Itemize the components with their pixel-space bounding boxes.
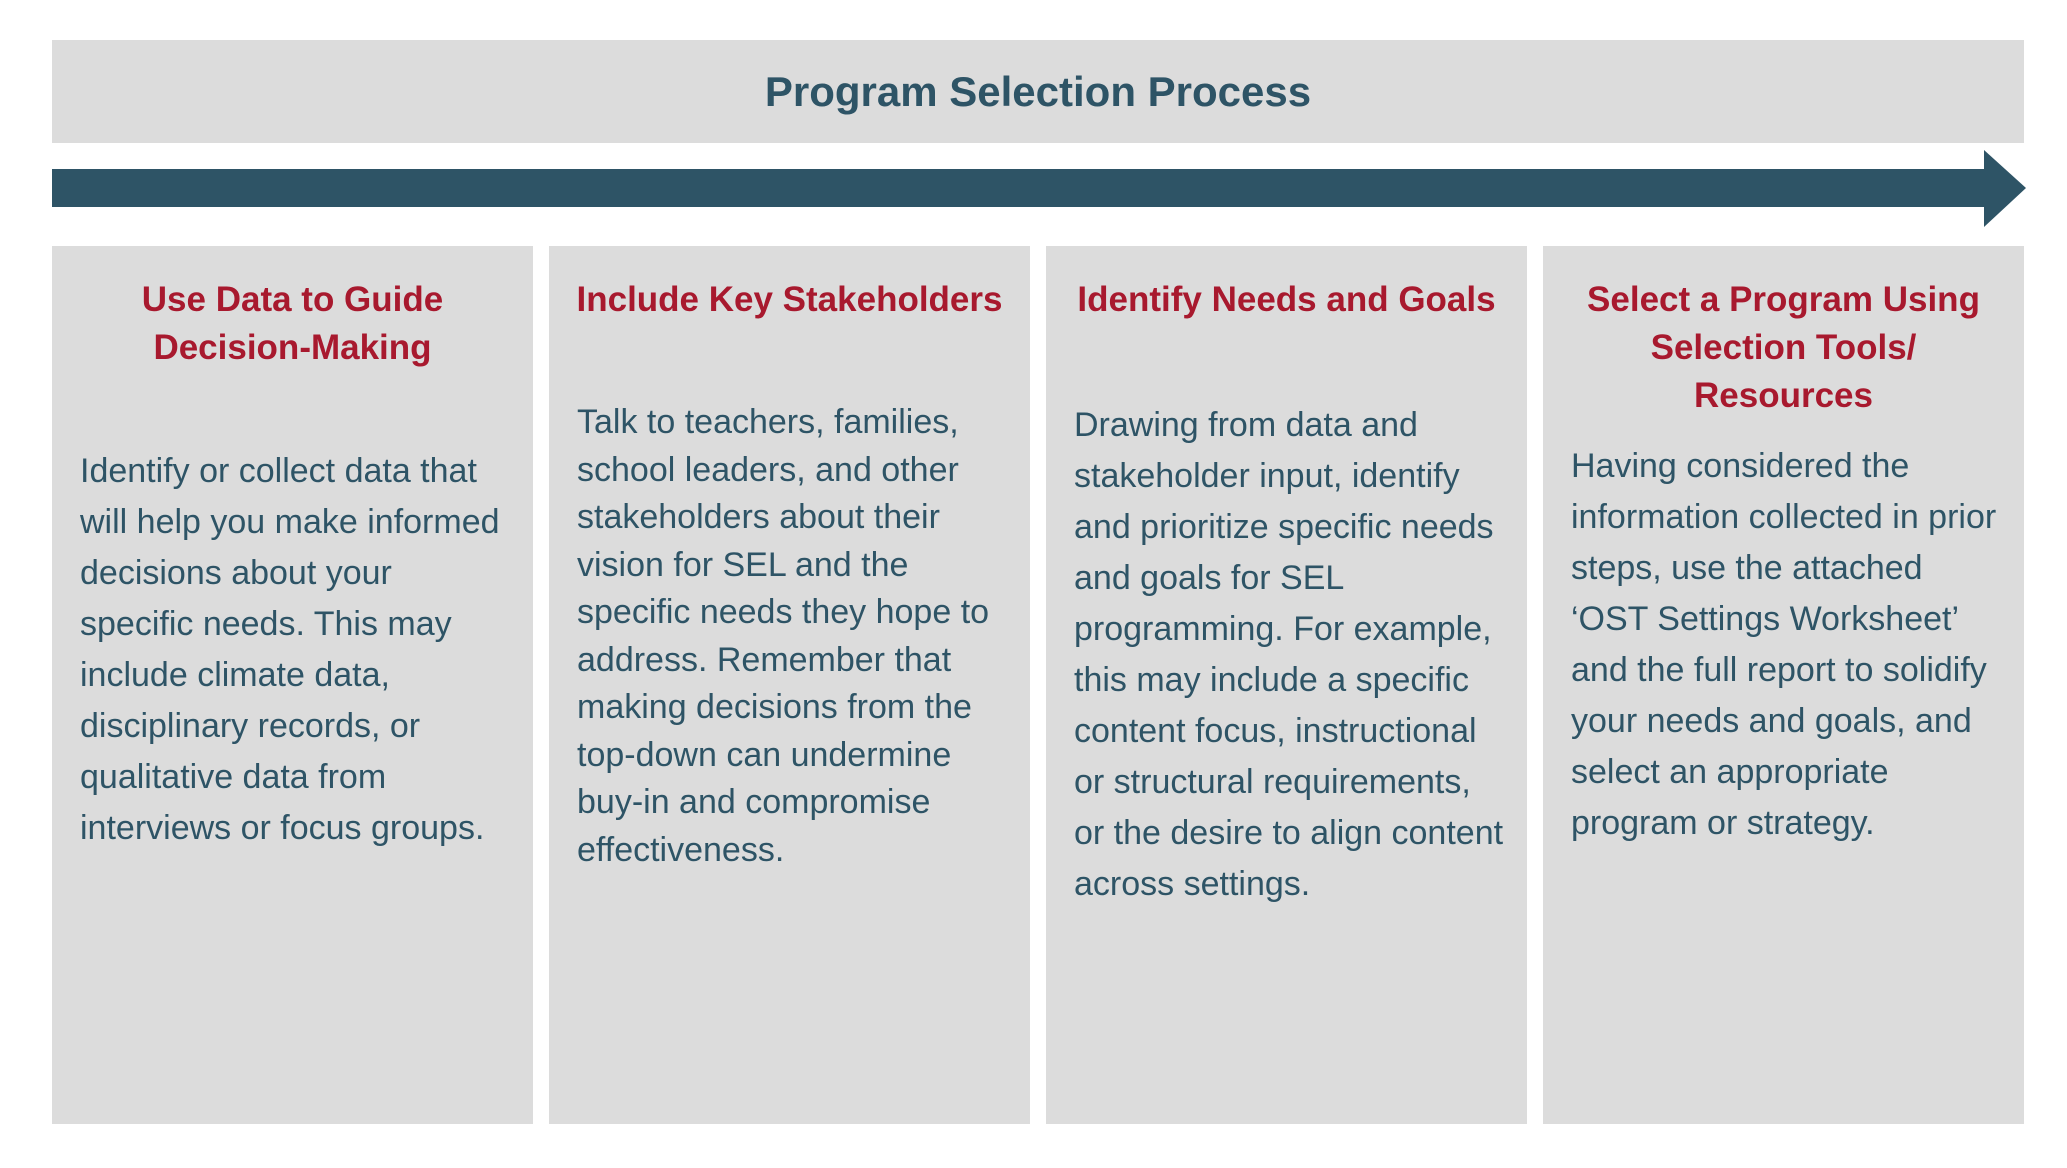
- step-description: Having considered the information collected in prior steps, use the attached ‘OST Settings Worksheet’ and the full report to solidify your needs and goals, and select an appropriate program or strategy.: [1571, 447, 1997, 842]
- step-description: Identify or collect data that will help you make informed decisions about your specific needs. This may include climate data, disciplinary records, or qualitative data from interviews or focus groups.: [80, 452, 500, 847]
- diagram-title: Program Selection Process: [764, 67, 1312, 115]
- process-steps: [52, 246, 2024, 1124]
- step-description: Drawing from data and stakeholder input, identify and prioritize specific needs and goals for SEL programming. For example, this may include a specific content focus, instructional or structural requirements, or the desire to align content across settings.: [1074, 406, 1504, 903]
- arrow-shaft: [52, 169, 1990, 207]
- step-card-4: [1543, 246, 2024, 1124]
- step-card-3: [1046, 246, 1527, 1124]
- process-arrow-icon: [52, 150, 2026, 227]
- step-description: Talk to teachers, families, school leaders, and other stakeholders about their vision for SEL and the specific needs they hope to address. Remember that making decisions from the top-down can undermine buy-in and compromise effectiveness.: [577, 403, 990, 869]
- arrow-head: [1984, 150, 2026, 227]
- step-heading: Use Data to Guide Decision-Making: [141, 280, 444, 367]
- step-heading: Identify Needs and Goals: [1077, 280, 1496, 319]
- step-heading: Include Key Stakeholders: [576, 280, 1003, 319]
- step-heading: Select a Program Using Selection Tools/ Resources: [1587, 280, 1980, 415]
- title-banner: [52, 40, 2024, 143]
- step-card-2: [549, 246, 1030, 1124]
- step-card-1: [52, 246, 533, 1124]
